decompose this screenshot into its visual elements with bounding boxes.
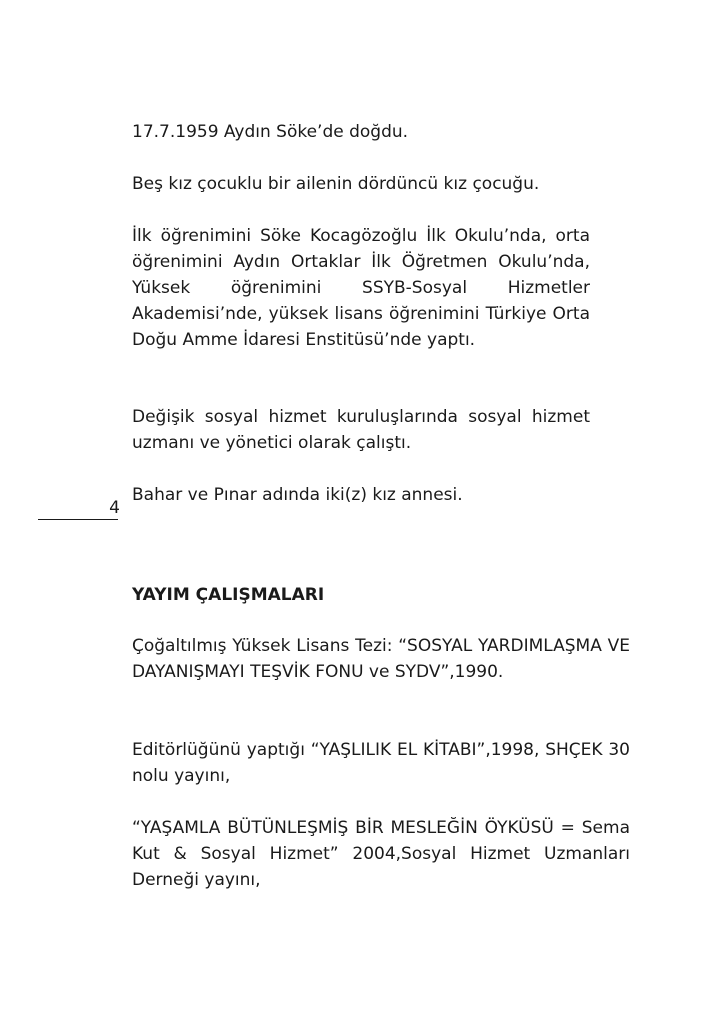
publication-item-handbook: Editörlüğünü yaptığı “YAŞLILIK EL KİTABI”,1998, SHÇEK 30 nolu yayını, [132, 740, 630, 786]
birth-paragraph: 17.7.1959 Aydın Söke’de doğdu. [132, 122, 409, 142]
publication-item-thesis: Çoğaltılmış Yüksek Lisans Tezi: “SOSYAL YARDIMLAŞMA VE DAYANIŞMAYI TEŞVİK FONU ve SYDV”,1990. [132, 636, 630, 682]
family-paragraph: Beş kız çocuklu bir ailenin dördüncü kız çocuğu. [132, 174, 540, 194]
publication-item-story: “YAŞAMLA BÜTÜNLEŞMİŞ BİR MESLEĞİN ÖYKÜSÜ = Sema Kut & Sosyal Hizmet” 2004,Sosyal Hizmet Uzmanları Derneği yayını, [132, 818, 630, 890]
publications-heading: YAYIM ÇALIŞMALARI [132, 585, 325, 605]
children-paragraph: Bahar ve Pınar adında iki(z) kız annesi. [132, 485, 463, 505]
page-number-rule [38, 519, 118, 520]
education-paragraph: İlk öğrenimini Söke Kocagözoğlu İlk Okulu’nda, orta öğrenimini Aydın Ortaklar İlk Öğretmen Okulu’nda, Yüksek öğrenimini SSYB-Sosyal Hizmetler Akademisi’nde, yüksek lisans öğrenimini Türkiye Orta Doğu Amme İdaresi Enstitüsü’nde yaptı. [132, 226, 590, 350]
page-number: 4 [109, 498, 120, 518]
career-paragraph: Değişik sosyal hizmet kuruluşlarında sosyal hizmet uzmanı ve yönetici olarak çalıştı. [132, 407, 590, 453]
